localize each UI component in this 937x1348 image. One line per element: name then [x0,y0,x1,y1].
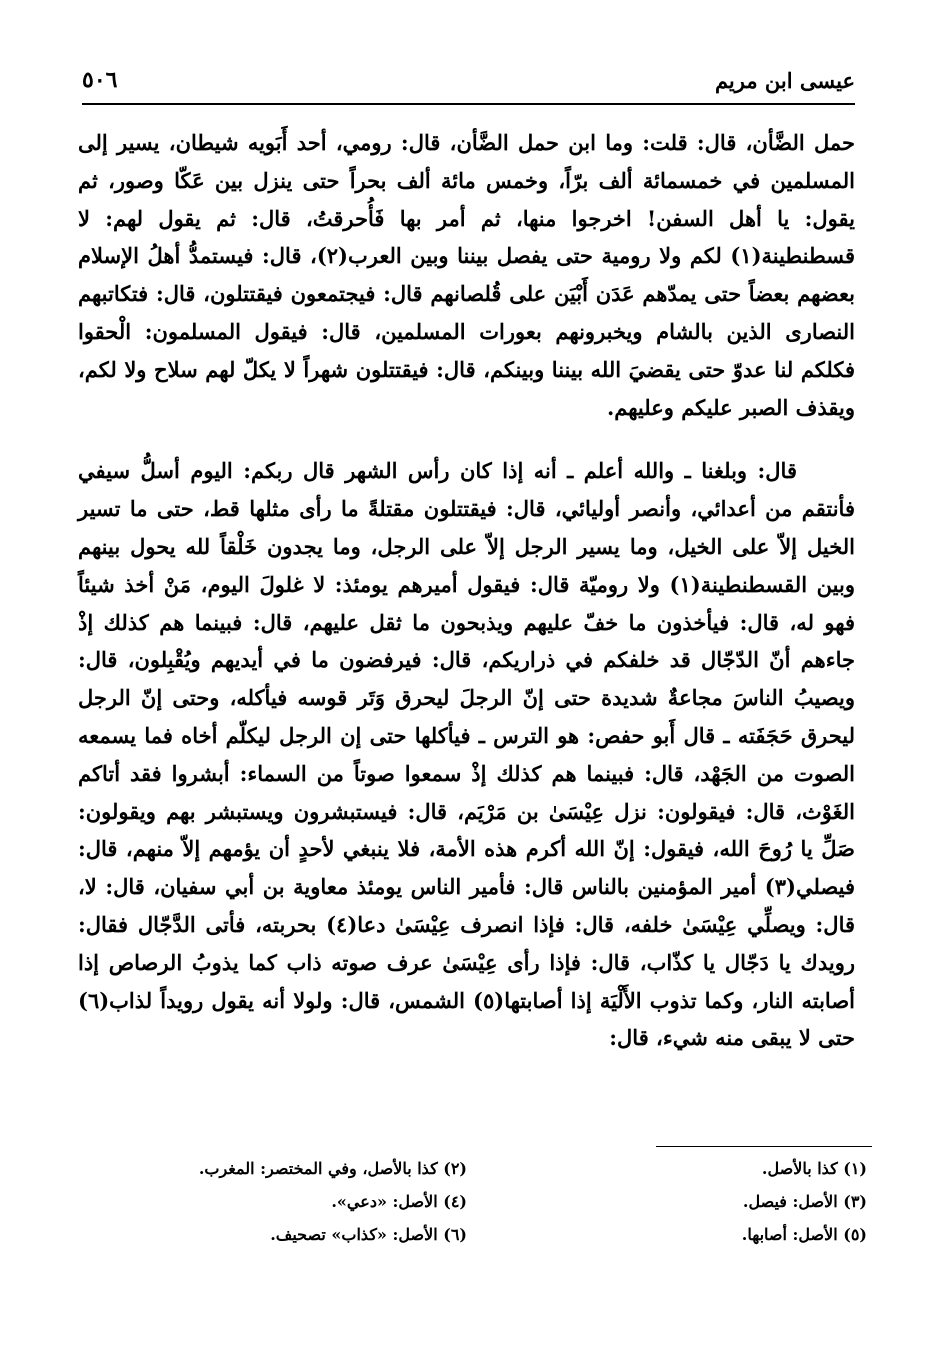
footnotes [110,1152,867,1251]
footnote: (٦) الأصل: «كذاب» تصحيف. [270,1225,467,1244]
footnote: (١) كذا بالأصل. [761,1159,867,1178]
page-number: ٥٠٦ [82,67,118,93]
footnote: (٢) كذا بالأصل، وفي المختصر: المغرب. [198,1159,467,1178]
footnote: (٣) الأصل: فيصل. [742,1192,867,1211]
header-rule [82,103,855,105]
footnote: (٤) الأصل: «دعي». [331,1192,467,1211]
paragraph: حمل الضَّأن، قال: قلت: وما ابن حمل الضَّأن، قال: رومي، أحد أَبَويه شيطان، يسير إلى المسلمين في خمسمائة ألف برّاً، وخمس مائة ألف بحراً حتى ينزل بين عَكّا وصور، ثم يقول: يا أهل السفن! اخرجوا منها، ثم أمر بها فَأُحرقتُ، قال: ثم يقول لهم: لا قسطنطينة(١) لكم ولا رومية حتى يفصل بيننا وبين العرب(٢)، قال: فيستمدُّ أهلُ الإسلام بعضهم بعضاً حتى يمدّهم عَدَن أَبْيَن على قُلصانهم قال: فيجتمعون فيقتتلون، قال: فتكاتبهم النصارى الذين بالشام ويخبرونهم بعورات المسلمين، قال: فيقول المسلمون: الْحقوا فكلكم لنا عدوّ حتى يقضيَ الله بيننا وبينكم، قال: فيقتتلون شهراً لا يكلّ لهم سلاح ولا لكم، ويقذف الصبر عليكم وعليهم. [78,130,855,420]
footnote-rule [656,1146,872,1147]
footnote: (٥) الأصل: أصابها. [741,1225,867,1244]
running-title: عيسى ابن مريم [714,67,855,93]
paragraph: قال: وبلغنا ـ والله أعلم ـ أنه إذا كان رأس الشهر قال ربكم: اليوم أسلُّ سيفي فأنتقم من أعدائي، وأنصر أوليائي، قال: فيقتتلون مقتلةً ما رأى مثلها قط، حتى ما تسير الخيل إلاّ على الخيل، وما يسير الرجل إلاّ على الرجل، وما يجدون خَلْقاً لله يحول بينهم وبين القسطنطينة(١) ولا روميّة قال: فيقول أميرهم يومئذ: لا غلولَ اليوم، مَنْ أخذ شيئاً فهو له، قال: فيأخذون ما خفّ عليهم ويذبحون ما ثقل عليهم، قال: فبينما هم كذلك إذْ جاءهم أنّ الدّجّال قد خلفكم في ذراريكم، قال: فيرفضون ما في أيديهم ويُقْبِلون، قال: ويصيبُ الناسَ مجاعةٌ شديدة حتى إنّ الرجلَ ليحرق وَتَر قوسه فيأكله، وحتى إنّ الرجل ليحرق حَجَفَته ـ قال أَبو حفص: هو الترس ـ فيأكلها حتى إن الرجل ليكلّم أخاه فما يسمعه الصوت من الجَهْد، قال: فبينما هم كذلك إذْ سمعوا صوتاً من السماء: أبشروا فقد أتاكم الغَوْث، قال: فيقولون: نزل عِيْسَىٰ بن مَرْيَم، قال: فيستبشرون ويستبشر بهم ويقولون: صَلِّ يا رُوحَ الله، فيقول: إنّ الله أكرم هذه الأمة، فلا ينبغي لأحدٍ أن يؤمهم إلاّ منهم، قال: فيصلي(٣) أمير المؤمنين بالناس قال: فأمير الناس يومئذ معاوية بن أبي سفيان، قال: لا، قال: ويصلِّي عِيْسَىٰ خلفه، قال: فإذا انصرف عِيْسَىٰ دعا(٤) بحربته، فأتى الدَّجّال فقال: رويدك يا دَجّال يا كذّاب، قال: فإذا رأى عِيْسَىٰ عرف صوته ذاب كما يذوبُ الرصاص إذا أصابته النار، وكما تذوب الأَلْيَة إذا أصابتها(٥) الشمس، قال: ولولا أنه يقول رويداً لذاب(٦) حتى لا يبقى منه شيء، قال: [78,458,856,1051]
main-text [78,124,855,1057]
page-header [82,62,855,98]
